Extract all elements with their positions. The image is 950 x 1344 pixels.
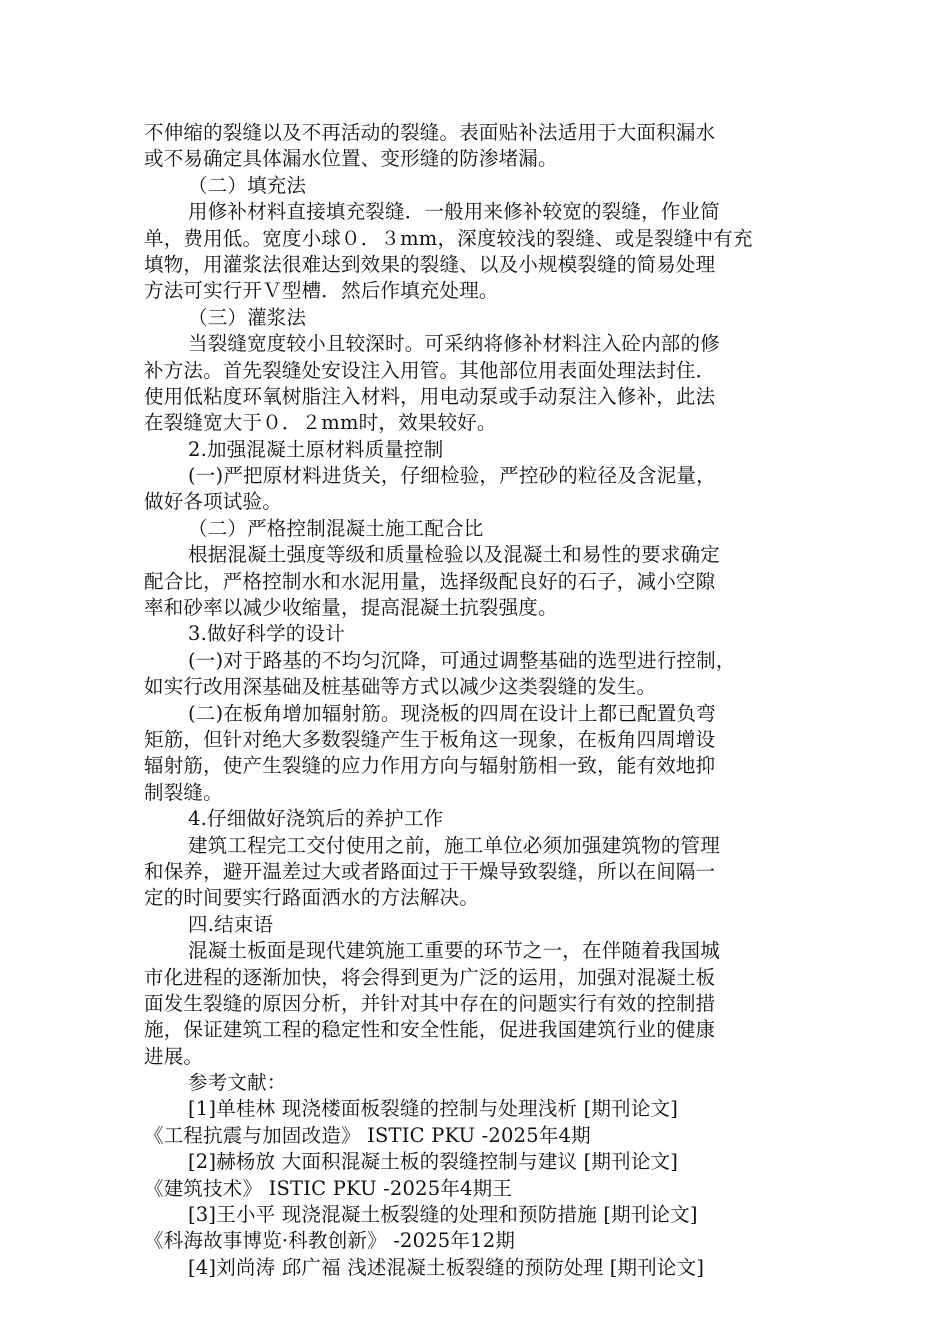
text-line: 四.结束语	[188, 912, 274, 936]
text-line: 单，费用低。宽度小球０．３mm，深度较浅的裂缝、或是裂缝中有充	[144, 226, 753, 250]
text-line: 做好各项试验。	[144, 490, 282, 514]
text-line: 不伸缩的裂缝以及不再活动的裂缝。表面贴补法适用于大面积漏水	[144, 121, 716, 144]
text-line: （二）填充法	[188, 173, 307, 197]
text-line: 在裂缝宽大于０．２mm时，效果较好。	[144, 411, 497, 435]
text-line: 如实行改用深基础及桩基础等方式以减少这类裂缝的发生。	[144, 675, 657, 699]
text-line: (二)在板角增加辐射筋。现浇板的四周在设计上都已配置负弯	[188, 701, 716, 725]
text-line: [4]刘尚涛 邱广福 浅述混凝土板裂缝的预防处理 [期刊论文]	[188, 1255, 705, 1279]
text-line: 进展。	[144, 1044, 204, 1068]
text-line: 《工程抗震与加固改造》 ISTIC PKU -2025年4期	[144, 1123, 591, 1147]
text-line: 《科海故事博览·科教创新》 -2025年12期	[144, 1229, 516, 1253]
text-line: 当裂缝宽度较小且较深时。可采纳将修补材料注入砼内部的修	[188, 332, 720, 356]
text-line: 填物，用灌浆法很难达到效果的裂缝、以及小规模裂缝的简易处理	[144, 252, 716, 276]
text-line: 参考文献：	[188, 1071, 287, 1095]
text-line: 或不易确定具体漏水位置、变形缝的防渗堵漏。	[144, 147, 558, 171]
document-body	[144, 120, 804, 1281]
text-line: 方法可实行开Ｖ型槽．然后作填充处理。	[144, 279, 499, 303]
text-line: 制裂缝。	[144, 780, 223, 804]
text-line: 市化进程的逐渐加快，将会得到更为广泛的运用，加强对混凝土板	[144, 965, 716, 989]
text-line: 混凝土板面是现代建筑施工重要的环节之一，在伴随着我国城	[188, 939, 720, 963]
text-line: [3]王小平 现浇混凝土板裂缝的处理和预防措施 [期刊论文]	[188, 1203, 698, 1227]
text-line: 配合比，严格控制水和水泥用量，选择级配良好的石子，减小空隙	[144, 569, 716, 593]
text-line: 使用低粘度环氧树脂注入材料，用电动泵或手动泵注入修补，此法	[144, 384, 716, 408]
text-line: 矩筋，但针对绝大多数裂缝产生于板角这一现象，在板角四周增设	[144, 727, 716, 751]
text-line: 施，保证建筑工程的稳定性和安全性能，促进我国建筑行业的健康	[144, 1018, 716, 1042]
text-line: (一)严把原材料进货关，仔细检验，严控砂的粒径及含泥量，	[188, 464, 716, 488]
text-line: 率和砂率以减少收缩量，提高混凝土抗裂强度。	[144, 596, 558, 620]
text-line: 4.仔细做好浇筑后的养护工作	[188, 807, 444, 831]
text-line: 2.加强混凝土原材料质量控制	[188, 437, 444, 461]
text-line: 和保养，避开温差过大或者路面过于干燥导致裂缝，所以在间隔一	[144, 859, 716, 883]
text-line: 辐射筋，使产生裂缝的应力作用方向与辐射筋相一致，能有效地抑	[144, 754, 716, 778]
text-line: （三）灌浆法	[188, 305, 307, 329]
text-line: 面发生裂缝的原因分析，并针对其中存在的问题实行有效的控制措	[144, 991, 716, 1015]
text-line: (一)对于路基的不均匀沉降，可通过调整基础的选型进行控制，	[188, 648, 736, 672]
text-line: 用修补材料直接填充裂缝．一般用来修补较宽的裂缝，作业简	[188, 200, 720, 224]
text-line: （二）严格控制混凝土施工配合比	[188, 516, 484, 540]
text-line: 3.做好科学的设计	[188, 622, 345, 646]
text-line: [1]单桂林 现浇楼面板裂缝的控制与处理浅析 [期刊论文]	[188, 1097, 679, 1121]
text-line: 补方法。首先裂缝处安设注入用管。其他部位用表面处理法封住．	[144, 358, 716, 382]
text-line: 建筑工程完工交付使用之前，施工单位必须加强建筑物的管理	[188, 833, 720, 857]
text-line: 《建筑技术》 ISTIC PKU -2025年4期王	[144, 1176, 513, 1200]
text-line: 定的时间要实行路面洒水的方法解决。	[144, 886, 479, 910]
text-line: [2]赫杨放 大面积混凝土板的裂缝控制与建议 [期刊论文]	[188, 1150, 679, 1174]
text-line: 根据混凝土强度等级和质量检验以及混凝土和易性的要求确定	[188, 543, 720, 567]
